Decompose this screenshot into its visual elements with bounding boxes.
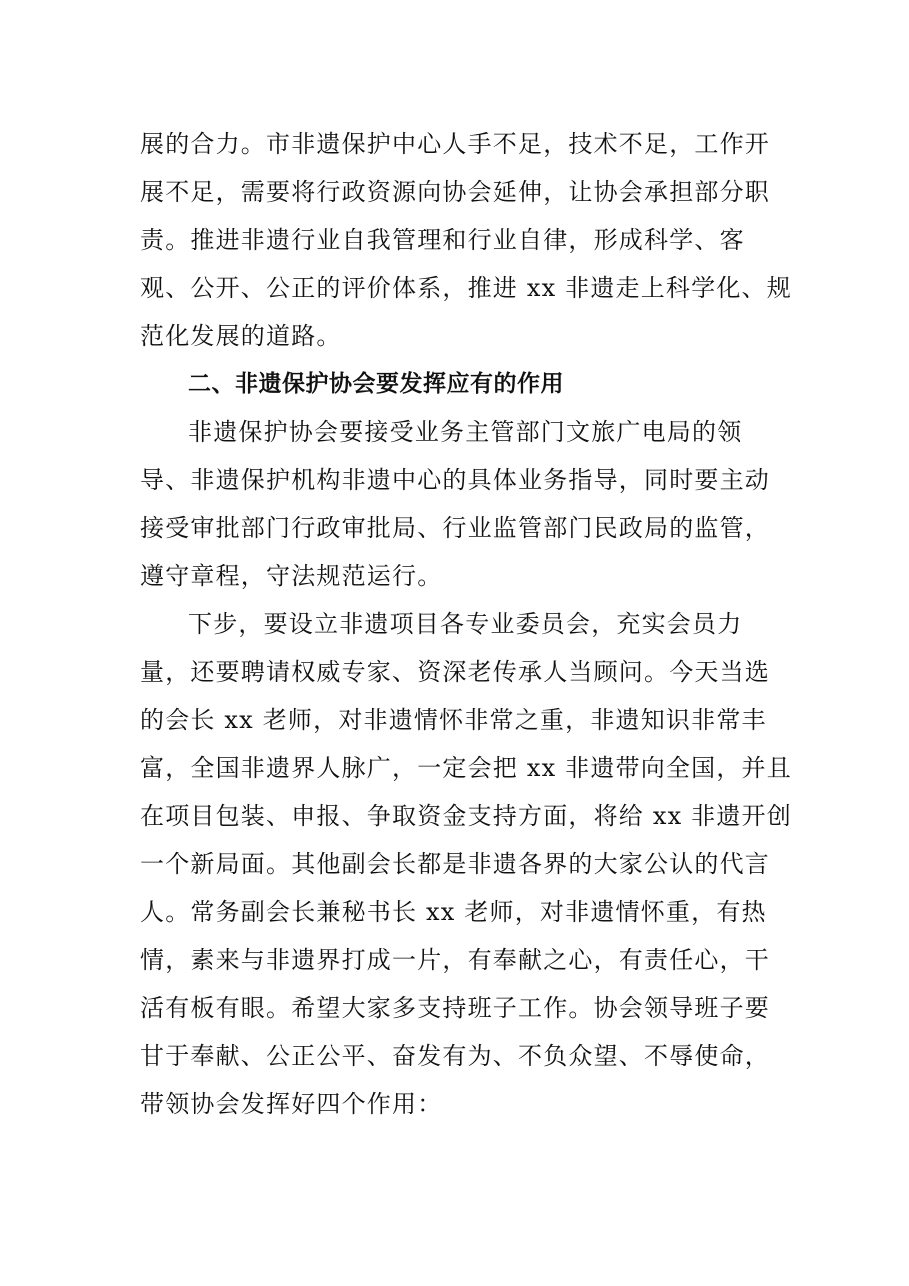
paragraph-line: 遵守章程，守法规范运行。: [140, 562, 443, 590]
paragraph-line: 甘于奉献、公正公平、奋发有为、不负众望、不辱使命，: [140, 1042, 770, 1070]
paragraph-line: 接受审批部门行政审批局、行业监管部门民政局的监管，: [140, 514, 770, 542]
document-body: [140, 120, 792, 1128]
paragraph-line: 在项目包装、申报、争取资金支持方面，将给 xx 非遗开创: [140, 802, 792, 830]
paragraph-1: [140, 120, 792, 360]
paragraph-2: [140, 408, 770, 600]
paragraph-line: 情，素来与非遗界打成一片，有奉献之心，有责任心，干: [140, 946, 770, 974]
paragraph-line: 活有板有眼。希望大家多支持班子工作。协会领导班子要: [140, 994, 770, 1022]
paragraph-line: 带领协会发挥好四个作用：: [140, 1090, 443, 1118]
paragraph-line: 人。常务副会长兼秘书长 xx 老师，对非遗情怀重，有热: [140, 898, 767, 926]
paragraph-line: 一个新局面。其他副会长都是非遗各界的大家公认的代言: [140, 850, 770, 878]
paragraph-line: 导、非遗保护机构非遗中心的具体业务指导，同时要主动: [140, 466, 770, 494]
paragraph-line: 富，全国非遗界人脉广，一定会把 xx 非遗带向全国，并且: [140, 754, 792, 782]
paragraph-line: 范化发展的道路。: [140, 322, 342, 350]
paragraph-line: 的会长 xx 老师，对非遗情怀非常之重，非遗知识非常丰: [140, 706, 767, 734]
paragraph-line: 非遗保护协会要接受业务主管部门文旅广电局的领: [188, 418, 743, 446]
paragraph-line: 观、公开、公正的评价体系，推进 xx 非遗走上科学化、规: [140, 274, 792, 302]
paragraph-3: [140, 600, 792, 1128]
section-heading: 二、非遗保护协会要发挥应有的作用: [188, 371, 564, 397]
paragraph-line: 展不足，需要将行政资源向协会延伸，让协会承担部分职: [140, 178, 770, 206]
paragraph-line: 展的合力。市非遗保护中心人手不足，技术不足，工作开: [140, 130, 770, 158]
paragraph-line: 责。推进非遗行业自我管理和行业自律，形成科学、客: [140, 226, 745, 254]
paragraph-line: 下步，要设立非遗项目各专业委员会，充实会员力: [188, 610, 743, 638]
paragraph-line: 量，还要聘请权威专家、资深老传承人当顾问。今天当选: [140, 658, 770, 686]
